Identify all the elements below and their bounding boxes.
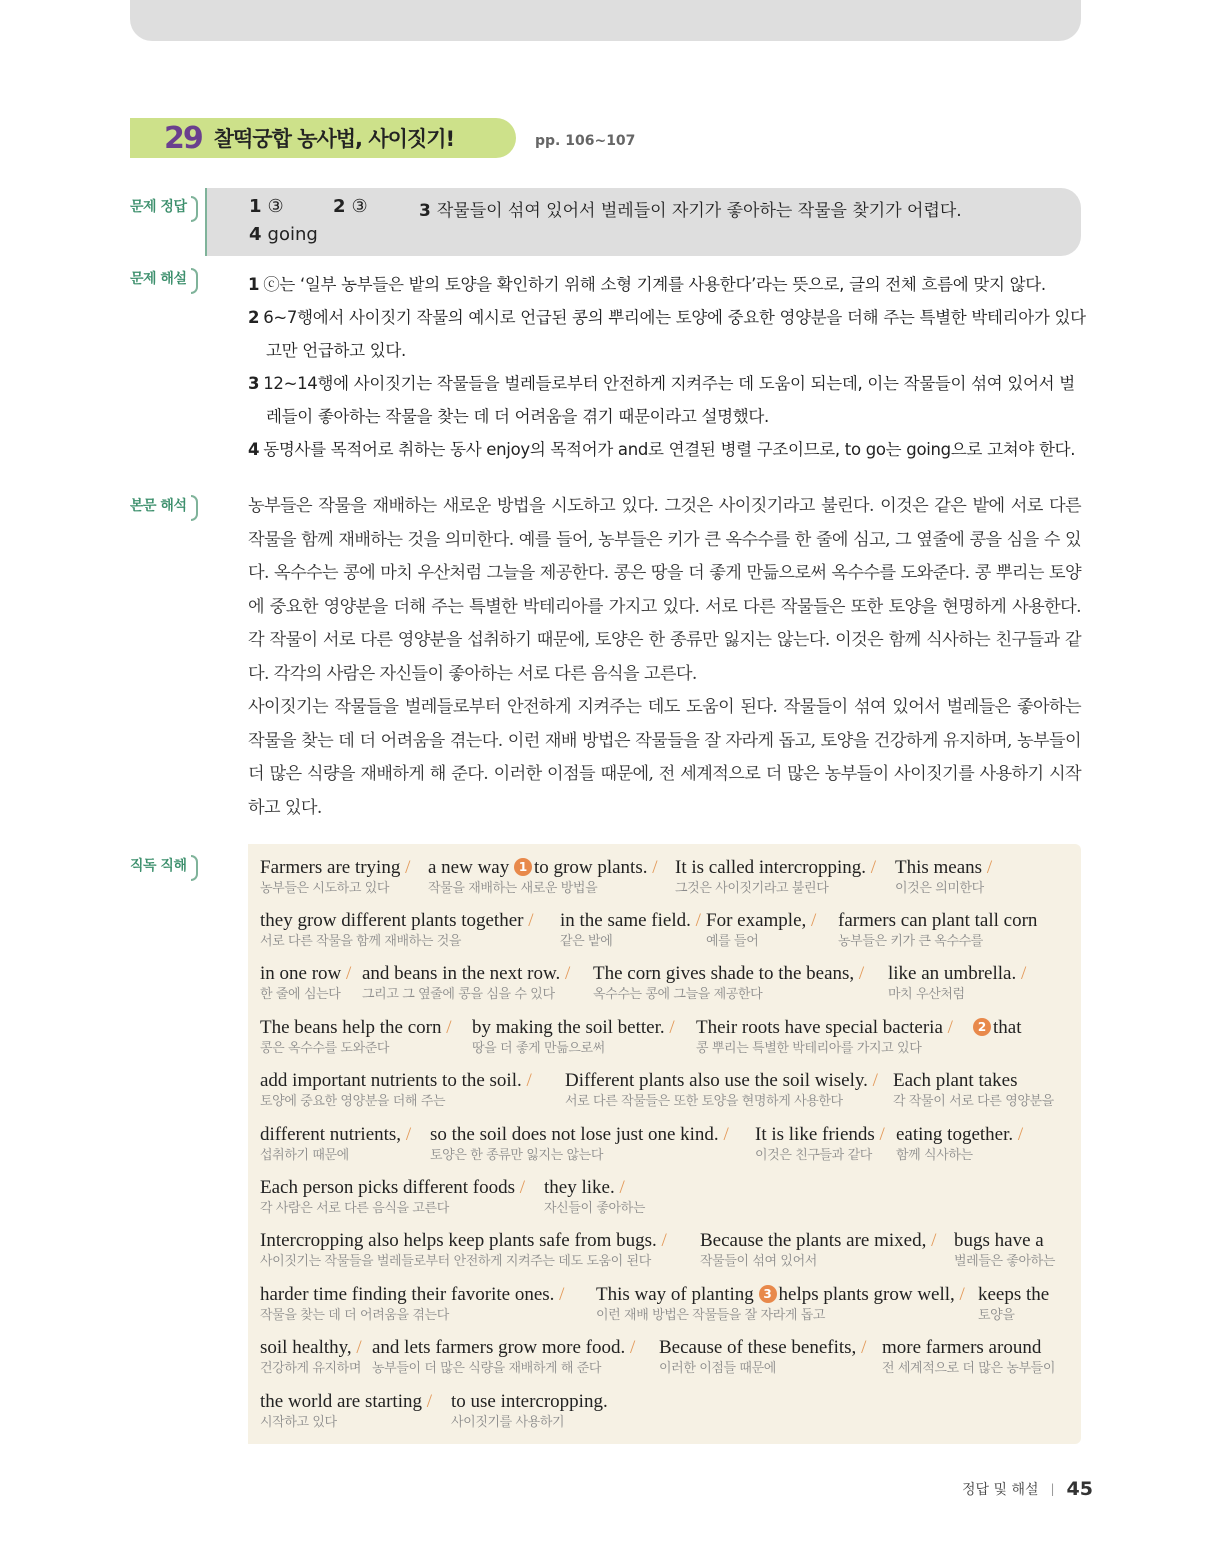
- korean-gloss: 토양에 중요한 영양분을 더해 주는: [260, 1094, 446, 1109]
- direct-chunk: [428, 856, 658, 898]
- slash-divider: /: [521, 1070, 532, 1091]
- slash-divider: /: [441, 1017, 452, 1038]
- english-phrase: to use intercropping.: [451, 1391, 608, 1412]
- korean-gloss: 토양을: [978, 1308, 1015, 1323]
- english-phrase: harder time finding their favorite ones. /: [260, 1284, 565, 1305]
- direct-chunk: [596, 1283, 965, 1325]
- answer-3: 3 작물들이 섞여 있어서 벌레들이 자기가 좋아하는 작물을 찾기가 어렵다.: [419, 201, 962, 221]
- direct-chunk: [260, 856, 410, 898]
- direct-line: [260, 1229, 1075, 1279]
- english-phrase: in one row /: [260, 963, 352, 984]
- korean-gloss: 토양은 한 종류만 잃지는 않는다: [430, 1148, 603, 1163]
- korean-gloss: 이것은 친구들과 같다: [755, 1148, 872, 1163]
- slash-divider: /: [926, 1230, 937, 1251]
- direct-line: [260, 856, 1075, 906]
- korean-gloss: 이런 재배 방법은 작물들을 잘 자라게 돕고: [596, 1308, 826, 1323]
- slash-divider: /: [718, 1124, 729, 1145]
- korean-gloss: 각 사람은 서로 다른 음식을 고른다: [260, 1201, 449, 1216]
- slash-divider: /: [866, 857, 877, 878]
- direct-line: [260, 1336, 1075, 1386]
- question-marker-icon: 3: [759, 1285, 777, 1303]
- direct-chunk: [260, 1336, 362, 1378]
- korean-gloss: 콩은 옥수수를 도와준다: [260, 1041, 390, 1056]
- direct-line: [260, 1390, 1075, 1440]
- direct-chunk: [430, 1123, 729, 1165]
- english-phrase: It is called intercropping. /: [675, 857, 877, 878]
- korean-gloss: 이러한 이점들 때문에: [659, 1361, 776, 1376]
- english-phrase: Farmers are trying /: [260, 857, 411, 878]
- english-phrase: a new way 1 to grow plants. /: [428, 857, 658, 878]
- korean-gloss: 사이짓기를 사용하기: [451, 1415, 565, 1430]
- direct-chunk: [954, 1229, 1055, 1271]
- direct-line: [260, 1283, 1075, 1333]
- direct-chunk: [838, 909, 1037, 951]
- direct-chunk: [260, 909, 534, 951]
- english-phrase: This way of planting 3 helps plants grow well, /: [596, 1284, 965, 1305]
- direct-chunk: [260, 1069, 532, 1111]
- direct-chunk: [260, 962, 351, 1004]
- slash-divider: /: [1016, 963, 1027, 984]
- english-phrase: bugs have a: [954, 1230, 1044, 1251]
- direct-chunk: [978, 1283, 1049, 1325]
- direct-chunk: [896, 1123, 1023, 1165]
- english-phrase: Different plants also use the soil wisely. /: [565, 1070, 878, 1091]
- explanations-list: [248, 268, 1088, 466]
- korean-gloss: 한 줄에 심는다: [260, 987, 341, 1002]
- section-label-direct: 직독 직해: [130, 855, 198, 883]
- english-phrase: Because of these benefits, /: [659, 1337, 867, 1358]
- english-phrase: by making the soil better. /: [472, 1017, 675, 1038]
- direct-line: [260, 1123, 1075, 1173]
- english-phrase: add important nutrients to the soil. /: [260, 1070, 532, 1091]
- slash-divider: /: [341, 963, 352, 984]
- direct-chunk: [973, 1016, 1022, 1040]
- direct-chunk: [260, 1229, 667, 1271]
- korean-gloss: 그리고 그 옆줄에 콩을 심을 수 있다: [362, 987, 555, 1002]
- slash-divider: /: [856, 1337, 867, 1358]
- direct-chunk: [260, 1176, 525, 1218]
- direct-chunk: [451, 1390, 608, 1432]
- slash-divider: /: [854, 963, 865, 984]
- korean-gloss: 예를 들어: [706, 934, 759, 949]
- direct-chunk: [362, 962, 570, 1004]
- korean-gloss: 벌레들은 좋아하는: [954, 1254, 1055, 1269]
- korean-gloss: 땅을 더 좋게 만듦으로써: [472, 1041, 605, 1056]
- direct-line: [260, 909, 1075, 959]
- direct-line: [260, 962, 1075, 1012]
- explanation-3: 3 12~14행에 사이짓기는 작물들을 벌레들로부터 안전하게 지켜주는 데 도움이 되는데, 이는 작물들이 섞여 있어서 벌레들이 좋아하는 작물을 찾는 데 더 어려움을 겪기 때문이라고 설명했다.: [248, 374, 1075, 426]
- direct-chunk: [372, 1336, 635, 1378]
- slash-divider: /: [523, 910, 534, 931]
- english-phrase: eating together. /: [896, 1124, 1024, 1145]
- slash-divider: /: [515, 1177, 526, 1198]
- korean-gloss: 시작하고 있다: [260, 1415, 337, 1430]
- page-footer: [962, 1478, 1093, 1500]
- english-phrase: Their roots have special bacteria /: [696, 1017, 953, 1038]
- answer-4: 4 going: [249, 224, 318, 245]
- slash-divider: /: [942, 1017, 953, 1038]
- explanation-1: 1 ⓒ는 ‘일부 농부들은 밭의 토양을 확인하기 위해 소형 기계를 사용한다’라는 뜻으로, 글의 전체 흐름에 맞지 않다.: [248, 275, 1046, 294]
- korean-gloss: 그것은 사이짓기라고 불린다: [675, 881, 829, 896]
- korean-gloss: 섭취하기 때문에: [260, 1148, 349, 1163]
- direct-chunk: [675, 856, 876, 898]
- slash-divider: /: [421, 1391, 433, 1412]
- direct-chunk: [700, 1229, 936, 1271]
- english-phrase: Each plant takes: [893, 1070, 1018, 1091]
- direct-line: [260, 1069, 1075, 1119]
- korean-gloss: 작물들이 섞여 있어서: [700, 1254, 817, 1269]
- slash-divider: /: [690, 910, 701, 931]
- answer-1: 1 ③: [249, 196, 284, 217]
- slash-divider: /: [1013, 1124, 1024, 1145]
- slash-divider: /: [625, 1337, 636, 1358]
- korean-gloss: 함께 식사하는: [896, 1148, 973, 1163]
- english-phrase: they like. /: [544, 1177, 625, 1198]
- question-marker-icon: 1: [514, 858, 532, 876]
- question-marker-icon: 2: [973, 1018, 991, 1036]
- slash-divider: /: [614, 1177, 625, 1198]
- section-label-explanations: 문제 해설: [130, 268, 198, 296]
- page-number: 45: [1066, 1478, 1093, 1500]
- korean-gloss: 자신들이 좋아하는: [544, 1201, 645, 1216]
- korean-gloss: 농부들은 시도하고 있다: [260, 881, 390, 896]
- korean-gloss: 콩 뿌리는 특별한 박테리아를 가지고 있다: [696, 1041, 922, 1056]
- korean-gloss: 전 세계적으로 더 많은 농부들이: [882, 1361, 1055, 1376]
- direct-chunk: [888, 962, 1026, 1004]
- slash-divider: /: [664, 1017, 675, 1038]
- korean-gloss: 이것은 의미한다: [895, 881, 984, 896]
- slash-divider: /: [560, 963, 571, 984]
- english-phrase: they grow different plants together /: [260, 910, 534, 931]
- direct-chunk: [260, 1016, 452, 1058]
- korean-gloss: 서로 다른 작물을 함께 재배하는 것을: [260, 934, 462, 949]
- korean-gloss: 농부들이 더 많은 식량을 재배하게 해 준다: [372, 1361, 602, 1376]
- slash-divider: /: [867, 1070, 878, 1091]
- direct-chunk: [544, 1176, 645, 1218]
- footer-separator: |: [1050, 1482, 1055, 1496]
- english-phrase: the world are starting /: [260, 1391, 433, 1412]
- footer-label: 정답 및 해설: [961, 1482, 1039, 1498]
- english-phrase: and beans in the next row. /: [362, 963, 571, 984]
- korean-gloss: 옥수수는 콩에 그늘을 제공한다: [593, 987, 763, 1002]
- direct-chunk: [565, 1069, 878, 1111]
- slash-divider: /: [656, 1230, 667, 1251]
- top-header-bar: [130, 0, 1081, 41]
- english-phrase: This means /: [895, 857, 993, 878]
- direct-chunk: [659, 1336, 866, 1378]
- lesson-title-banner: [130, 118, 516, 158]
- english-phrase: farmers can plant tall corn: [838, 910, 1038, 931]
- korean-gloss: 사이짓기는 작물들을 벌레들로부터 안전하게 지켜주는 데도 도움이 된다: [260, 1254, 651, 1269]
- direct-chunk: [260, 1283, 564, 1325]
- english-phrase: 2 that: [973, 1016, 1022, 1040]
- korean-gloss: 건강하게 유지하며: [260, 1361, 361, 1376]
- english-phrase: soil healthy, /: [260, 1337, 362, 1358]
- direct-chunk: [755, 1123, 885, 1165]
- english-phrase: It is like friends /: [755, 1124, 885, 1145]
- english-phrase: keeps the: [978, 1284, 1050, 1305]
- direct-chunk: [560, 909, 701, 951]
- direct-chunk: [895, 856, 992, 898]
- slash-divider: /: [806, 910, 817, 931]
- direct-chunk: [593, 962, 864, 1004]
- lesson-number: 29: [164, 120, 202, 156]
- slash-divider: /: [351, 1337, 362, 1358]
- english-phrase: more farmers around: [882, 1337, 1042, 1358]
- translation-paragraph-1: 농부들은 작물을 재배하는 새로운 방법을 시도하고 있다. 그것은 사이짓기라고 불린다. 이것은 같은 밭에 서로 다른 작물을 함께 재배하는 것을 의미한다. 예를 들어, 농부들은 키가 큰 옥수수를 한 줄에 심고, 그 옆줄에 콩을 심을 수 있다. 옥수수는 콩에 마치 우산처럼 그늘을 제공한다. 콩은 땅을 더 좋게 만듦으로써 옥수수를 도와준다. 콩 뿌리는 토양에 중요한 영양분을 더해 주는 특별한 박테리아를 가지고 있다. 서로 다른 작물들은 또한 토양을 현명하게 사용한다. 각 작물이 서로 다른 영양분을 섭취하기 때문에, 토양은 한 종류만 잃지는 않는다. 이것은 함께 식사하는 친구들과 같다. 각각의 사람은 자신들이 좋아하는 서로 다른 음식을 고른다.: [248, 496, 1081, 684]
- direct-chunk: [472, 1016, 675, 1058]
- translation-paragraph-2: 사이짓기는 작물들을 벌레들로부터 안전하게 지켜주는 데도 도움이 된다. 작물들이 섞여 있어서 벌레들은 좋아하는 작물을 찾는 데 더 어려움을 겪는다. 이런 재배 방법은 작물들을 잘 자라게 돕고, 토양을 건강하게 유지하며, 농부들이 더 많은 식량을 재배하게 해 준다. 이러한 이점들 때문에, 전 세계적으로 더 많은 농부들이 사이짓기를 사용하기 시작하고 있다.: [248, 697, 1081, 818]
- english-phrase: different nutrients, /: [260, 1124, 412, 1145]
- direct-chunk: [260, 1390, 432, 1432]
- english-phrase: in the same field. /: [560, 910, 701, 931]
- slash-divider: /: [647, 857, 658, 878]
- slash-divider: /: [400, 857, 411, 878]
- slash-divider: /: [401, 1124, 412, 1145]
- direct-chunk: [260, 1123, 411, 1165]
- english-phrase: Because the plants are mixed, /: [700, 1230, 937, 1251]
- slash-divider: /: [554, 1284, 565, 1305]
- english-phrase: Intercropping also helps keep plants safe from bugs. /: [260, 1230, 667, 1251]
- direct-line: [260, 1176, 1075, 1226]
- english-phrase: For example, /: [706, 910, 817, 931]
- english-phrase: The corn gives shade to the beans, /: [593, 963, 865, 984]
- direct-chunk: [882, 1336, 1055, 1378]
- korean-gloss: 작물을 찾는 데 더 어려움을 겪는다: [260, 1308, 449, 1323]
- explanation-2: 2 6~7행에서 사이짓기 작물의 예시로 언급된 콩의 뿌리에는 토양에 중요한 영양분을 더해 주는 특별한 박테리아가 있다고만 언급하고 있다.: [248, 308, 1086, 360]
- korean-gloss: 각 작물이 서로 다른 영양분을: [893, 1094, 1054, 1109]
- page-reference: pp. 106~107: [535, 133, 636, 149]
- direct-chunk: [696, 1016, 953, 1058]
- answer-2: 2 ③: [333, 196, 368, 217]
- english-phrase: and lets farmers grow more food. /: [372, 1337, 636, 1358]
- direct-line: [260, 1016, 1075, 1066]
- korean-gloss: 같은 밭에: [560, 934, 613, 949]
- direct-reading-box: [248, 844, 1081, 1444]
- direct-chunk: [706, 909, 816, 951]
- korean-gloss: 농부들은 키가 큰 옥수수를: [838, 934, 983, 949]
- section-label-translation: 본문 해석: [130, 495, 198, 523]
- explanation-4: 4 동명사를 목적어로 취하는 동사 enjoy의 목적어가 and로 연결된 병렬 구조이므로, to go는 going으로 고쳐야 한다.: [248, 440, 1076, 459]
- lesson-title: 찰떡궁합 농사법, 사이짓기!: [213, 127, 455, 151]
- slash-divider: /: [954, 1284, 965, 1305]
- korean-gloss: 마치 우산처럼: [888, 987, 965, 1002]
- english-phrase: The beans help the corn /: [260, 1017, 452, 1038]
- english-phrase: like an umbrella. /: [888, 963, 1027, 984]
- section-label-answers: 문제 정답: [130, 196, 198, 224]
- english-phrase: so the soil does not lose just one kind. /: [430, 1124, 729, 1145]
- slash-divider: /: [982, 857, 993, 878]
- english-phrase: Each person picks different foods /: [260, 1177, 526, 1198]
- translation-text: [248, 490, 1081, 825]
- korean-gloss: 작물을 재배하는 새로운 방법을: [428, 881, 598, 896]
- slash-divider: /: [874, 1124, 885, 1145]
- korean-gloss: 서로 다른 작물들은 또한 토양을 현명하게 사용한다: [565, 1094, 843, 1109]
- direct-chunk: [893, 1069, 1054, 1111]
- answer-box: [205, 188, 1081, 256]
